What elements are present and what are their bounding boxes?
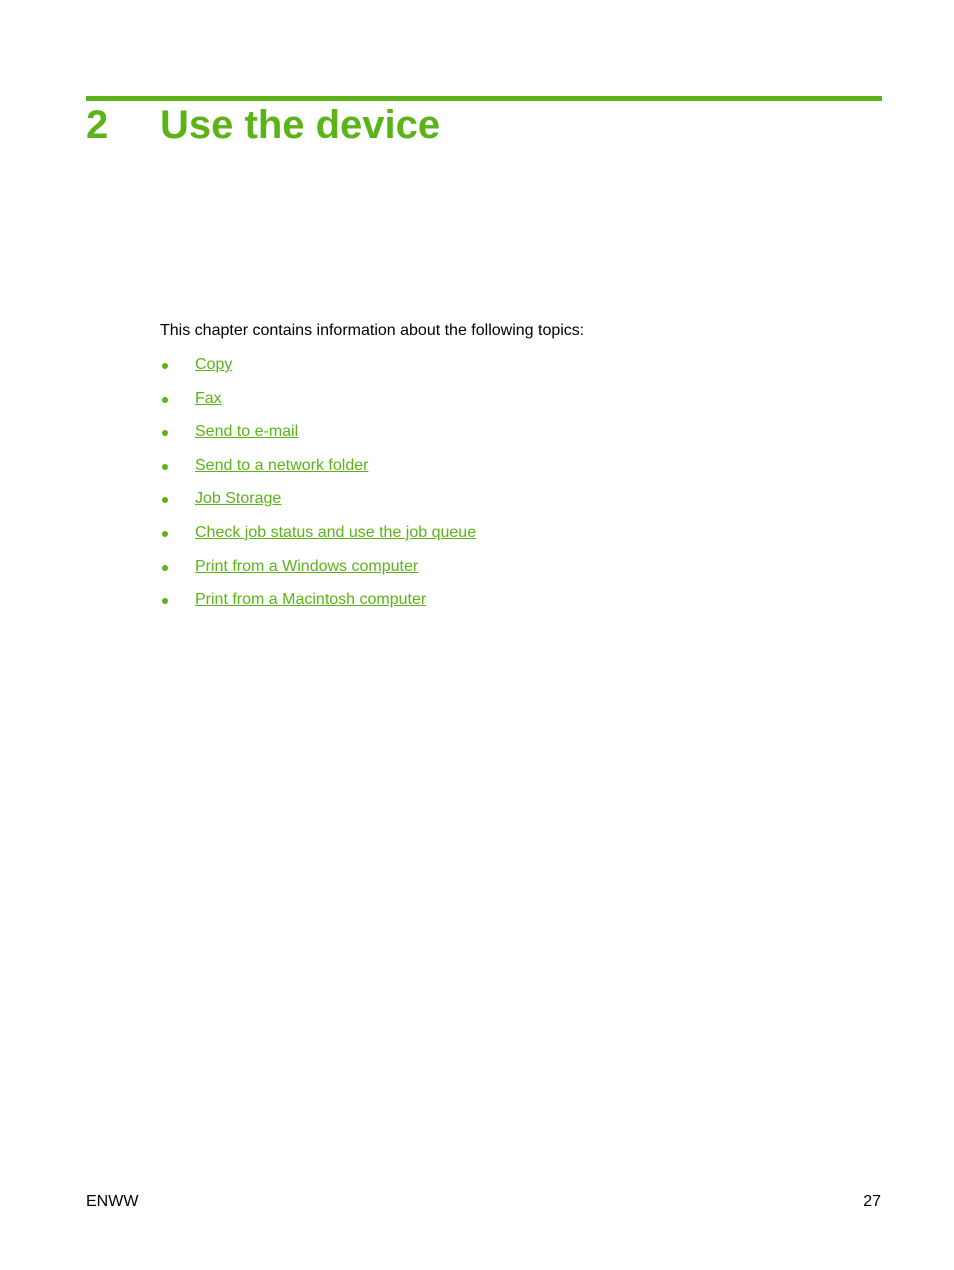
footer-locale: ENWW bbox=[86, 1193, 139, 1210]
chapter-title: Use the device bbox=[160, 103, 441, 147]
bullet-icon bbox=[162, 598, 168, 604]
bullet-icon bbox=[162, 464, 168, 470]
topic-link-copy[interactable]: Copy bbox=[195, 356, 233, 373]
topic-link-fax[interactable]: Fax bbox=[195, 389, 222, 407]
bullet-icon bbox=[162, 497, 168, 503]
topic-link-send-to-email[interactable]: Send to e-mail bbox=[195, 423, 299, 441]
topic-link-print-from-windows[interactable]: Print from a Windows computer bbox=[195, 557, 419, 575]
topic-link-job-storage[interactable]: Job Storage bbox=[195, 490, 282, 508]
topic-link-print-from-macintosh[interactable]: Print from a Macintosh computer bbox=[195, 591, 427, 609]
topic-link-send-to-network-folder[interactable]: Send to a network folder bbox=[195, 456, 369, 474]
bullet-icon bbox=[162, 430, 168, 436]
bullet-icon bbox=[162, 397, 168, 403]
page-number: 27 bbox=[863, 1193, 881, 1210]
bullet-icon bbox=[162, 363, 168, 369]
bullet-icon bbox=[162, 565, 168, 571]
chapter-number: 2 bbox=[86, 103, 109, 147]
bullet-icon bbox=[162, 531, 168, 537]
topic-link-check-job-status[interactable]: Check job status and use the job queue bbox=[195, 523, 477, 541]
chapter-intro: This chapter contains information about the following topics: bbox=[160, 322, 585, 339]
